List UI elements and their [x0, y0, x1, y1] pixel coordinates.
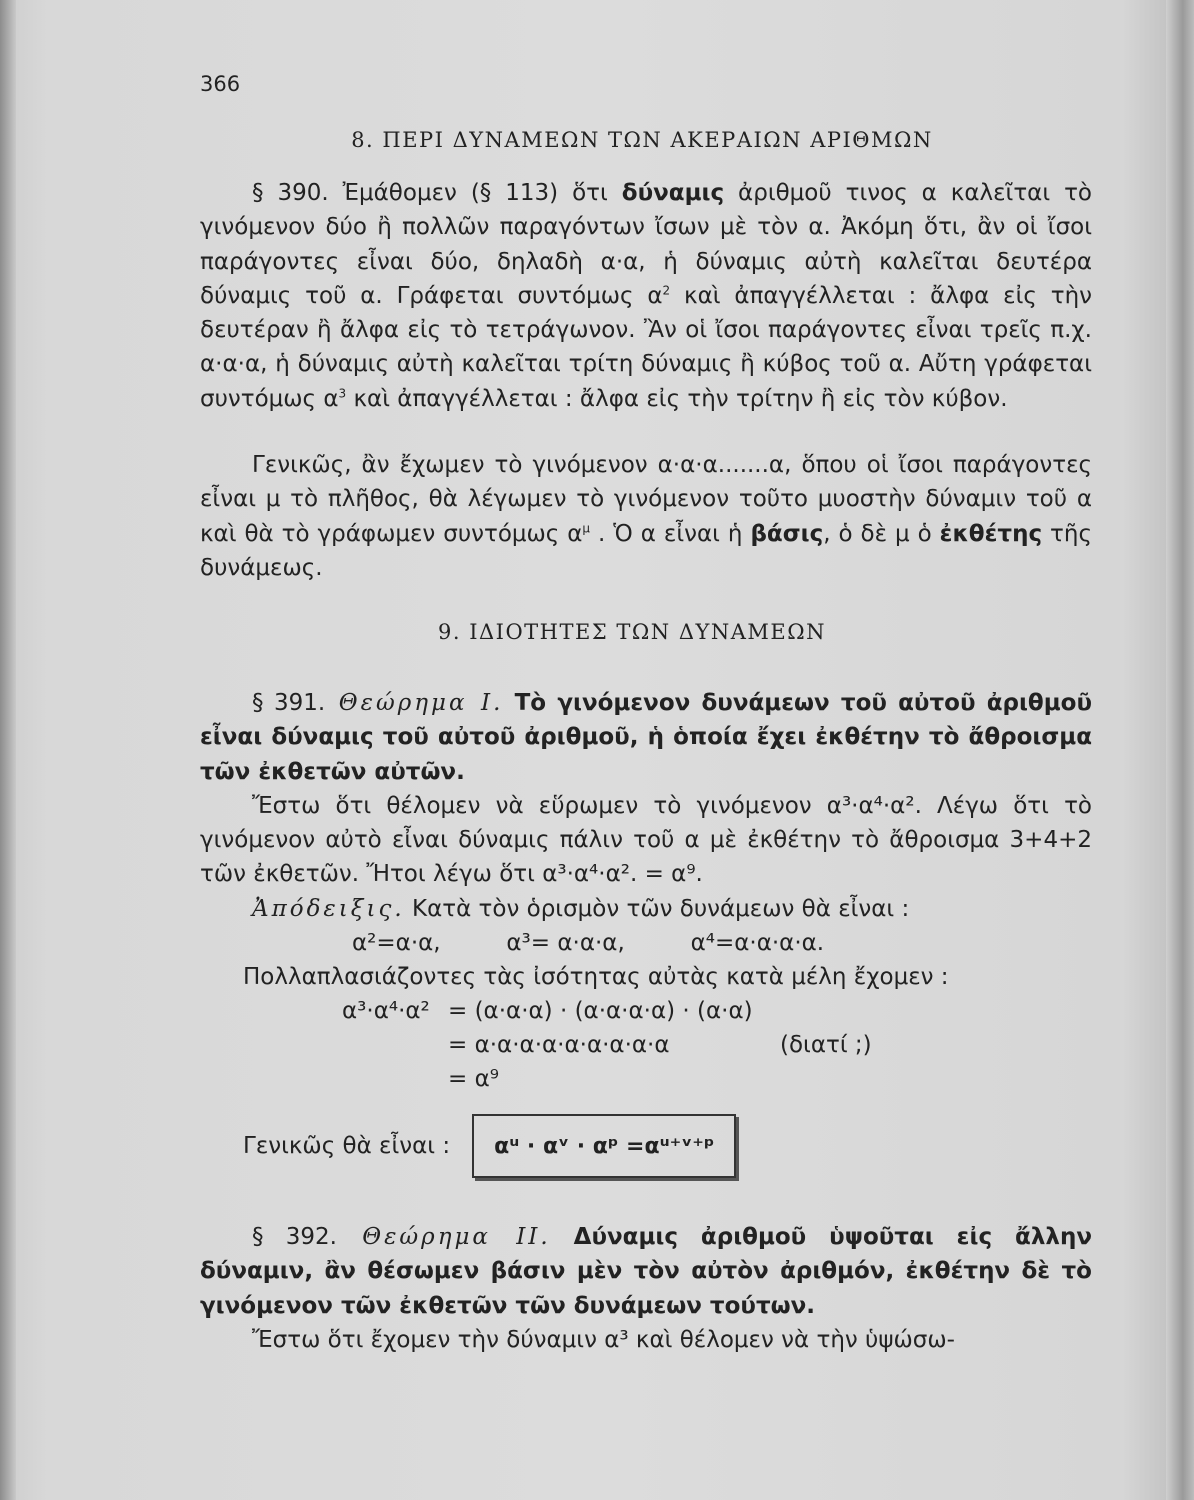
paragraph-391: § 391. Θεώρημα I. Τὸ γινόμενον δυνάμεων τοῦ αὐτοῦ ἀριθμοῦ εἶναι δύναμις τοῦ αὐτοῦ ἀριθμοῦ, ἡ ὁποία ἔχει ἐκθέτην τὸ ἄθροισμα τῶν ἐκθετῶν αὐτῶν. Ἔστω ὅτι θέλομεν νὰ εὕρωμεν τὸ γινόμενον α³·α⁴·α². Λέγω ὅτι τὸ γινόμενον αὐτὸ εἶναι δύναμις πάλιν τοῦ α μὲ ἐκθέτην τὸ ἄθροισμα 3+4+2 τῶν ἐκθετῶν. Ἤτοι λέγω ὅτι α³·α⁴·α². = α⁹. Ἀπόδειξις. Κατὰ τὸν ὁρισμὸν τῶν δυνάμεων θὰ εἶναι :: [200, 690, 1092, 922]
paragraph-392: [200, 1220, 1092, 1357]
section-8-heading: 8. ΠΕΡΙ ΔΥΝΑΜΕΩΝ ΤΩΝ ΑΚΕΡΑΙΩΝ ΑΡΙΘΜΩΝ: [351, 128, 933, 152]
equation-note: (διατί ;): [780, 1032, 872, 1058]
theorem-label: Θεώρημα II.: [336, 1224, 551, 1250]
general-label: Γενικῶς θὰ εἶναι :: [243, 1133, 451, 1159]
section-9-heading: 9. ΙΔΙΟΤΗΤΕΣ ΤΩΝ ΔΥΝΑΜΕΩΝ: [437, 620, 827, 644]
boxed-formula: αᵘ · αᵛ · αᵖ =αᵘ⁺ᵛ⁺ᵖ: [472, 1114, 736, 1178]
theorem-explanation: Ἔστω ὅτι θέλομεν νὰ εὕρωμεν τὸ γινόμενον α³·α⁴·α². Λέγω ὅτι τὸ γινόμενον αὐτὸ εἶναι δύναμις πάλιν τοῦ α μὲ ἐκθέτην τὸ ἄθροισμα 3+4+2 τῶν ἐκθετῶν. Ἤτοι λέγω ὅτι α³·α⁴·α². = α⁹.: [200, 792, 1092, 888]
paragraph-general: Γενικῶς, ἂν ἔχωμεν τὸ γινόμενον α·α·α.......α, ὅπου οἱ ἴσοι παράγοντες εἶναι μ τὸ πλῆθος, θὰ λέγωμεν τὸ γινόμενον τοῦτο μυοστὴν δύναμιν τοῦ α καὶ θὰ τὸ γράφωμεν συντόμως $\alpha^\mu$ . Ὁ α εἶναι ἡ βάσις, ὁ δὲ μ ὁ ἐκθέτης τῆς δυνάμεως.: [200, 452, 1092, 581]
multiply-line: Πολλαπλασιάζοντες τὰς ἰσότητας αὐτὰς κατὰ μέλη ἔχομεν :: [243, 964, 949, 990]
proof-label: Ἀπόδειξις.: [252, 895, 405, 922]
equation-line-1: = (α·α·α) · (α·α·α·α) · (α·α): [448, 998, 753, 1024]
page-number: 366: [200, 72, 241, 96]
term-power: δύναμις: [621, 180, 725, 206]
equation-lhs: α³·α⁴·α²: [342, 998, 430, 1024]
last-line: Ἔστω ὅτι ἔχομεν τὴν δύναμιν α³ καὶ θέλομεν νὰ τὴν ὑψώσω-: [252, 1326, 955, 1353]
paragraph-number: § 392.: [252, 1224, 337, 1250]
theorem-label: Θεώρημα I.: [325, 690, 504, 716]
page-left-edge: [0, 0, 16, 1500]
term-base: βάσις: [750, 520, 824, 547]
term-exponent: ἐκθέτης: [939, 520, 1043, 547]
definition-line: α²=α·α, α³= α·α·α, α⁴=α·α·α·α.: [352, 930, 825, 956]
general-formula-row: [243, 1110, 736, 1182]
equation-line-2: = α·α·α·α·α·α·α·α·α: [448, 1032, 670, 1058]
paragraph-number: § 390.: [252, 180, 329, 206]
paragraph-390: § 390. Ἐμάθομεν (§ 113) ὅτι δύναμις ἀριθμοῦ τινος α καλεῖται τὸ γινόμενον δύο ἢ πολλῶν παραγόντων ἴσων μὲ τὸν α. Ἀκόμη ὅτι, ἂν οἱ ἴσοι παράγοντες εἶναι δύο, δηλαδὴ α·α, ἡ δύναμις αὐτὴ καλεῖται δευτέρα δύναμις τοῦ α. Γράφεται συντόμως $\alpha^2$ καὶ ἀπαγγέλλεται : ἄλφα εἰς τὴν δευτέραν ἢ ἄλφα εἰς τὸ τετράγωνον. Ἂν οἱ ἴσοι παράγοντες εἶναι τρεῖς π.χ. α·α·α, ἡ δύναμις αὐτὴ καλεῖται τρίτη δύναμις ἢ κύβος τοῦ α. Αὔτη γράφεται συντόμως $\alpha^3$ καὶ ἀπαγγέλλεται : ἄλφα εἰς τὴν τρίτην ἢ εἰς τὸν κύβον.: [200, 180, 1092, 412]
theorem-statement: Τὸ γινόμενον δυνάμεων τοῦ αὐτοῦ ἀριθμοῦ εἶναι δύναμις τοῦ αὐτοῦ ἀριθμοῦ, ἡ ὁποία ἔχει ἐκθέτην τὸ ἄθροισμα τῶν ἐκθετῶν αὐτῶν.: [200, 690, 1092, 785]
equation-line-3: = α⁹: [448, 1066, 499, 1092]
theorem-statement: Δύναμις ἀριθμοῦ ὑψοῦται εἰς ἄλλην δύναμιν, ἂν θέσωμεν βάσιν μὲν τὸν αὐτὸν ἀριθμόν, ἐκθέτην δὲ τὸ γινόμενον τῶν ἐκθετῶν τῶν δυνάμεων τούτων.: [200, 1224, 1092, 1319]
paragraph-number: § 391.: [252, 690, 326, 716]
page-right-edge: [1166, 0, 1194, 1500]
